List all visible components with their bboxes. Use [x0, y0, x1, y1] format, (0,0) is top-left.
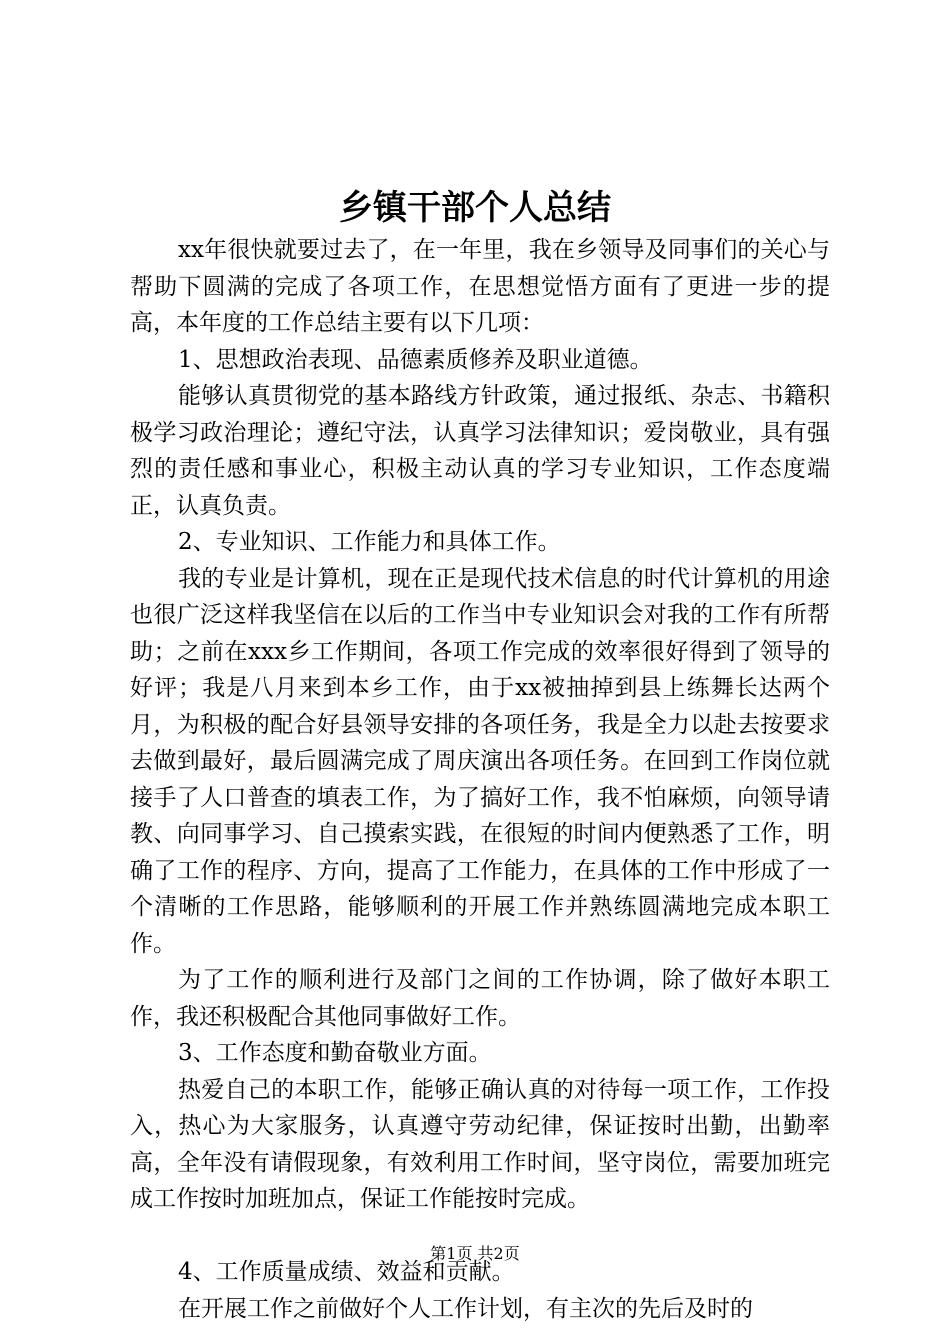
section-4-paragraph: 在开展工作之前做好个人工作计划，有主次的先后及时的 [178, 1295, 753, 1322]
document-title: 乡镇干部个人总结 [339, 188, 611, 228]
section-heading-1: 1、思想政治表现、品德素质修养及职业道德。 [178, 346, 653, 373]
intro-paragraph: xx年很快就要过去了，在一年里，我在乡领导及同事们的关心与帮助下圆满的完成了各项工作，在思想觉悟方面有了更进一步的提高，本年度的工作总结主要有以下几项： [130, 237, 830, 336]
section-heading-2: 2、专业知识、工作能力和具体工作。 [178, 529, 561, 555]
section-heading-4: 4、工作质量成绩、效益和贡献。 [178, 1259, 515, 1285]
section-2-paragraph: 我的专业是计算机，现在正是现代技术信息的时代计算机的用途也很广泛这样我坚信在以后的工作当中专业知识会对我的工作有所帮助；之前在xxx乡工作期间，各项工作完成的效率很好得到了领导的好评；我是八月来到本乡工作，由于xx被抽掉到县上练舞长达两个月，为积极的配合好县领导安排的各项任务，我是全力以赴去按要求去做到最好，最后圆满完成了周庆演出各项任务。在回到工作岗位就接手了人口普查的填表工作，为了搞好工作，我不怕麻烦，向领导请教、向同事学习、自己摸索实践，在很短的时间内便熟悉了工作，明确了工作的程序、方向，提高了工作能力，在具体的工作中形成了一个清晰的工作思路，能够顺利的开展工作并熟练圆满地完成本职工作。 [130, 565, 830, 957]
document-body [130, 232, 830, 1327]
section-heading-3: 3、工作态度和勤奋敬业方面。 [178, 1040, 492, 1066]
section-1-paragraph: 能够认真贯彻党的基本路线方针政策，通过报纸、杂志、书籍积极学习政治理论；遵纪守法，认真学习法律知识；爱岗敬业，具有强烈的责任感和事业心，积极主动认真的学习专业知识，工作态度端正，认真负责。 [130, 383, 830, 519]
section-3-paragraph: 热爱自己的本职工作，能够正确认真的对待每一项工作，工作投入，热心为大家服务，认真遵守劳动纪律，保证按时出勤，出勤率高，全年没有请假现象，有效利用工作时间，坚守岗位，需要加班完成工作按时加班加点，保证工作能按时完成。 [130, 1076, 830, 1212]
section-2-paragraph-2: 为了工作的顺利进行及部门之间的工作协调，除了做好本职工作，我还积极配合其他同事做好工作。 [130, 967, 830, 1030]
page-number-footer: 第1页 共2页 [430, 1244, 520, 1263]
